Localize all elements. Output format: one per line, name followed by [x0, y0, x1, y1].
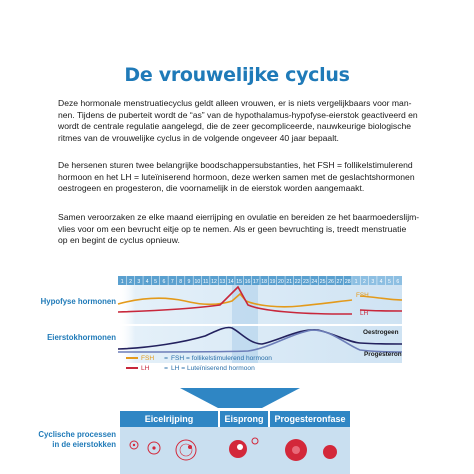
lh-swatch — [126, 367, 138, 369]
fsh-side-label: FSH — [356, 292, 369, 299]
day-number: 20 — [277, 279, 284, 285]
text-line: hormoon en het LH = luteïniserend hormoon, deze werken samen met de geslachtshormonen — [58, 171, 415, 182]
phase-eicelrijping: Eicelrijping — [120, 411, 218, 427]
day-number: 18 — [261, 279, 268, 285]
day-number: 13 — [219, 279, 226, 285]
day-number: 19 — [269, 279, 276, 285]
day-number: 28 — [344, 279, 351, 285]
pituitary-label: Hypofyse hormonen — [40, 297, 116, 306]
day-number: 6 — [162, 279, 166, 285]
fsh-swatch — [126, 357, 138, 359]
legend-tag: LH — [141, 364, 150, 372]
day-number: 1 — [120, 279, 124, 285]
day-number: 10 — [194, 279, 201, 285]
day-number: 12 — [211, 279, 217, 285]
legend-tag: FSH — [141, 354, 155, 362]
day-number: 6 — [396, 279, 400, 285]
follicle-small-core — [133, 444, 135, 446]
legend-item-lh — [126, 363, 272, 373]
legend-text: LH = Luteïniserend hormoon — [171, 364, 255, 372]
day-number: 16 — [244, 279, 251, 285]
day-number: 3 — [137, 279, 141, 285]
day-number: 11 — [203, 279, 209, 285]
processes-label-line: in de eierstokken — [52, 440, 116, 449]
ovarian-label: Eierstokhormonen — [47, 333, 116, 342]
text-line: ritmes van de vrouwelijke cyclus in de volgende ongeveer 40 jaar bepaalt. — [58, 132, 339, 143]
legend-eq: = — [164, 364, 168, 372]
day-number: 15 — [236, 279, 243, 285]
day-number: 3 — [371, 279, 375, 285]
phase-progesteronfase: Progesteronfase — [270, 411, 350, 427]
text-line: Samen veroorzaken ze elke maand eierrijping en ovulatie en bereiden ze het baarmoederslijm- — [58, 212, 420, 222]
day-number: 22 — [294, 279, 301, 285]
page-title: De vrouwelijke cyclus — [124, 64, 350, 86]
progesterone-label: Progesteron — [364, 351, 402, 358]
legend-text: FSH = follikelstimulerend hormoon — [171, 354, 272, 362]
day-number: 23 — [303, 279, 309, 285]
text-line: oestrogeen en progesteron, die voornamelijk in de eierstok worden aangemaakt. — [58, 183, 365, 194]
day-number: 25 — [319, 279, 326, 285]
ruptured-follicle-hole — [237, 444, 243, 450]
day-number: 26 — [328, 279, 334, 285]
day-number: 5 — [388, 279, 391, 285]
text-line: nen. Tijdens de puberteit wordt de “as” van de hypothalamus-hypofyse-eierstok geactiveerd en — [58, 109, 418, 120]
day-number: 14 — [227, 279, 234, 285]
legend-eq: = — [164, 354, 168, 362]
lh-side-label: LH — [360, 310, 369, 317]
corpus-luteum-small — [323, 445, 337, 459]
text-line: op en begint de cyclus opnieuw. — [58, 235, 180, 246]
oestrogen-label: Oestrogeen — [363, 329, 399, 336]
day-number: 24 — [311, 279, 318, 285]
day-number: 8 — [179, 279, 183, 285]
day-number: 1 — [354, 279, 358, 285]
day-number: 4 — [145, 279, 149, 285]
day-number: 9 — [187, 279, 191, 285]
follicle-large-core — [188, 445, 192, 449]
day-number: 2 — [362, 279, 366, 285]
day-number: 27 — [336, 279, 343, 285]
day-number: 17 — [252, 279, 259, 285]
phase-eisprong: Eisprong — [220, 411, 268, 427]
text-line: vlies voor om een bevrucht eitje op te nemen. Als er geen bevruchting is, treedt menstruatie — [58, 223, 407, 234]
day-number: 2 — [129, 279, 132, 285]
follicle-medium-core — [152, 446, 155, 449]
text-line: wordt de centrale regulatie aangelegd, die de zeer gecompliceerde, nauwkeurige biologische — [58, 121, 412, 132]
processes-label-line: Cyclische processen — [38, 430, 116, 439]
day-number: 7 — [170, 279, 174, 285]
legend-item-fsh — [126, 353, 272, 363]
text-line: De hersenen sturen twee belangrijke boodschappersubstanties, het FSH = follikelstimulerend — [58, 160, 413, 170]
day-number: 5 — [154, 279, 158, 285]
legend — [126, 353, 272, 373]
funnel-arrow — [180, 388, 300, 408]
day-number: 4 — [379, 279, 383, 285]
text-line: Deze hormonale menstruatiecyclus geldt alleen vrouwen, er is niets vergelijkbaars voor man- — [58, 98, 412, 108]
day-number: 21 — [286, 279, 293, 285]
corpus-luteum-center — [292, 446, 300, 454]
processes-label — [16, 430, 116, 450]
